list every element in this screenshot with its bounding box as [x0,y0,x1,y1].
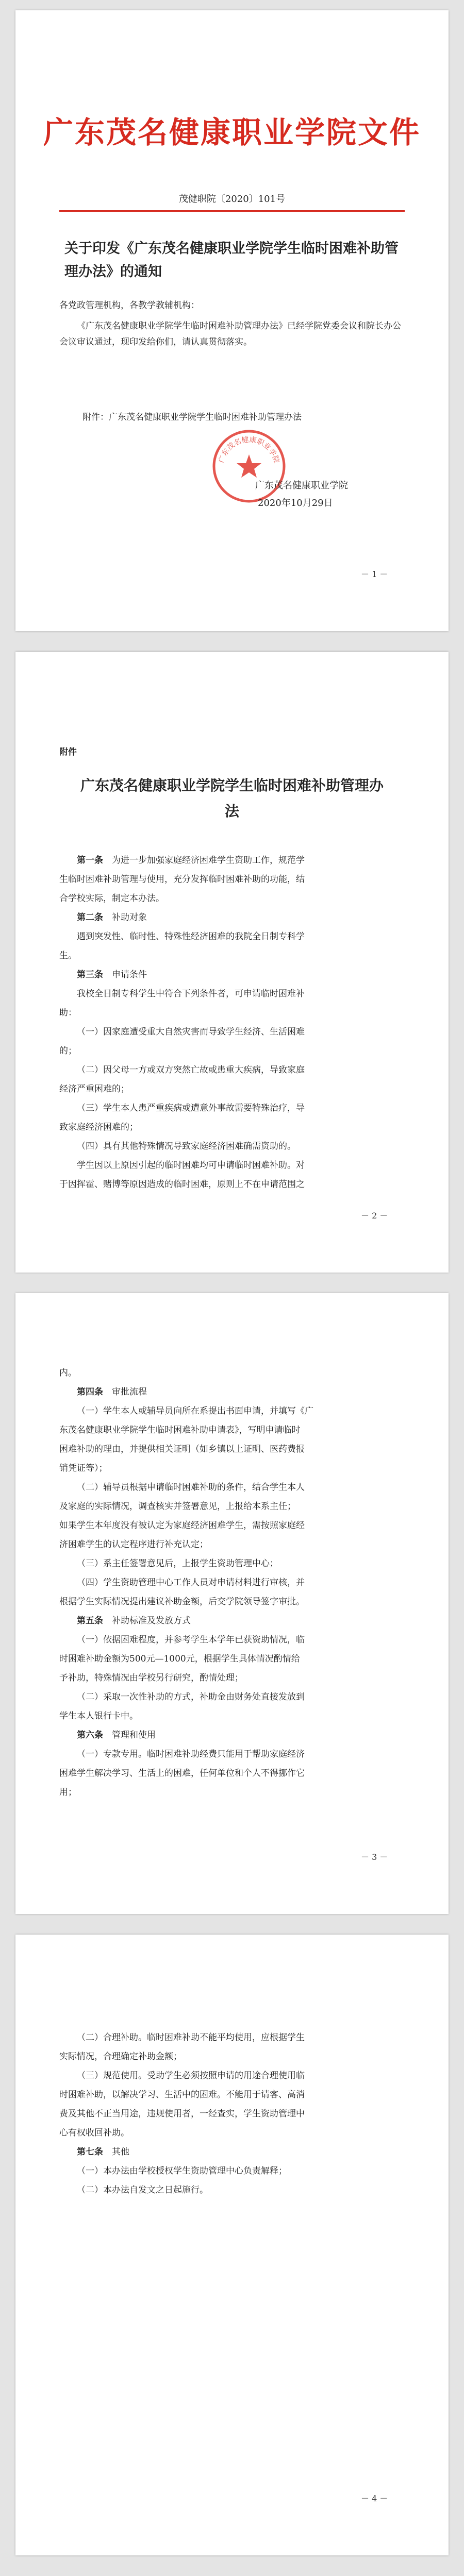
text-content: 济困难学生的认定程序进行补充认定； [59,1539,208,1550]
text-content: 困难补助的理由，并提供相关证明（如乡镇以上证明、医药费报 [59,1444,305,1454]
text-line [59,1403,405,1419]
text-line [59,2144,405,2160]
page-number: － 4 － [361,2494,388,2503]
text-line [59,1594,405,1610]
text-content: 时困难补助，以解决学习、生活中的困难。不能用于请客、高消 [59,2090,305,2100]
regulation-title: 广东茂名健康职业学院学生临时困难补助管理办法 [80,777,384,820]
text-line [59,1632,405,1648]
document-number: 茂健职院〔2020〕101号 [178,194,286,205]
text-line [59,1747,405,1762]
text-line [59,1518,405,1534]
text-line [59,1689,405,1705]
article-heading: 第四条 [77,1387,103,1397]
text-content: 于因挥霍、赌博等原因造成的临时困难，原则上不在申请范围之 [59,1179,305,1190]
text-line [59,1461,405,1477]
attachment-line: 附件：广东茂名健康职业学院学生临时困难补助管理办法 [82,412,302,422]
article-heading: 第六条 [77,1730,103,1740]
article-heading: 第一条 [77,855,103,866]
text-content: 时困难补助金额为500元—1000元，根据学生具体情况酌情给 [59,1654,300,1664]
text-content: 申请条件 [112,970,147,980]
page-2 [15,652,449,1273]
text-line [59,1081,405,1097]
masthead-title: 广东茂名健康职业学院文件 [43,115,421,150]
text-content: （一）本办法由学校授权学生资助管理中心负责解释； [77,2166,287,2176]
text-line [59,891,405,907]
text-content: 其他 [112,2147,129,2157]
text-content: 致家庭经济困难的； [59,1122,138,1132]
text-content: 经济严重困难的； [59,1084,129,1094]
text-content: 的； [59,1046,77,1056]
text-content: 心有权收回补助。 [59,2128,129,2138]
red-divider [59,210,405,212]
text-content: 如果学生本年度没有被认定为家庭经济困难学生，需按照家庭经 [59,1520,305,1531]
text-line [59,1766,405,1782]
text-line [59,853,405,869]
notice-body: 《广东茂名健康职业学院学生临时困难补助管理办法》已经学院党委会议和院长办公会议审议通过，现印发给你们，请认真贯彻落实。 [59,321,401,347]
seal-text: 广东茂名健康职业学院 [217,435,281,464]
text-line [59,967,405,983]
text-content: （三）规范使用。受助学生必须按照申请的用途合理使用临 [77,2071,305,2081]
text-content: （二）辅导员根据申请临时困难补助的条件，结合学生本人 [77,1482,305,1493]
text-content: （三）学生本人患严重疾病或遭意外事故需要特殊治疗，导 [77,1103,305,1113]
page-1 [15,10,449,631]
text-content: 遇到突发性、临时性、特殊性经济困难的我院全日制专科学 [77,931,305,942]
article-heading: 第三条 [77,970,103,980]
text-content: 销凭证等）； [59,1463,108,1473]
text-line [59,948,405,964]
official-seal-icon [210,428,288,505]
text-content: 予补助，特殊情况由学校另行研究，酌情处理； [59,1673,243,1683]
text-content: 实际情况，合理确定补助金额； [59,2052,182,2062]
text-line [59,1384,405,1400]
text-line [59,1158,405,1174]
text-line [59,1480,405,1496]
text-line [59,1062,405,1078]
text-content: 补助标准及发放方式 [112,1616,191,1626]
text-content: 用； [59,1787,77,1798]
page-number: － 2 － [361,1211,388,1221]
text-content: 及家庭的实际情况，调查核实并签署意见，上报给本系主任； [59,1501,296,1512]
text-content: （一）依据困难程度，并参考学生本学年已获资助情况，临 [77,1635,305,1645]
sign-organization: 广东茂名健康职业学院 [255,480,348,491]
text-content: 合学校实际，制定本办法。 [59,893,164,904]
text-line [59,929,405,945]
text-content: （二）采取一次性补助的方式，补助金由财务处直接发放到 [77,1692,305,1702]
text-content: 助： [59,1008,77,1018]
text-line [59,2068,405,2084]
page-number: － 1 － [361,569,388,579]
text-content: 学生本人银行卡中。 [59,1711,138,1721]
text-line [59,2182,405,2198]
text-line [59,1442,405,1458]
text-line [59,1575,405,1591]
article-heading: 第五条 [77,1616,103,1626]
text-line [59,1043,405,1059]
text-line [59,1651,405,1667]
text-content: 东茂名健康职业学院学生临时困难补助申请表》，写明申请临时 [59,1425,301,1435]
text-line [59,1005,405,1021]
text-line [59,1177,405,1193]
text-content: 根据学生实际情况提出建议补助金额，后交学院领导签字审批。 [59,1597,305,1607]
text-line [59,1024,405,1040]
text-content: （四）学生资助管理中心工作人员对申请材料进行审核，并 [77,1578,305,1588]
text-content: 审批流程 [112,1387,147,1397]
text-line [59,1365,405,1381]
text-content: 生临时困难补助管理与使用，充分发挥临时困难补助的功能，结 [59,874,305,885]
text-content: 费及其他不正当用途，违规使用者，一经查实，学生资助管理中 [59,2109,305,2119]
text-content: 困难学生解决学习、生活上的困难，任何单位和个人不得挪作它 [59,1768,305,1778]
text-content: 生。 [59,951,77,961]
text-line [59,1727,405,1743]
text-line [59,1100,405,1116]
text-content: （一）因家庭遭受重大自然灾害而导致学生经济、生活困难 [77,1027,305,1037]
text-line [59,1120,405,1136]
page-number: － 3 － [361,1852,388,1862]
text-line [59,1139,405,1155]
text-line [59,1499,405,1515]
text-content: （一）学生本人或辅导员向所在系提出书面申请，并填写《广 [77,1406,313,1416]
text-content: （一）专款专用。临时困难补助经费只能用于帮助家庭经济 [77,1749,305,1759]
text-content: （四）具有其他特殊情况导致家庭经济困难确需资助的。 [77,1141,296,1151]
text-line [59,2106,405,2122]
text-content: 学生因以上原因引起的临时困难均可申请临时困难补助。对 [77,1160,305,1171]
text-content: （二）合理补助。临时困难补助不能平均使用，应根据学生 [77,2032,305,2043]
text-line [59,2163,405,2179]
text-line [59,872,405,888]
text-content: （三）系主任签署意见后，上报学生资助管理中心； [77,1558,278,1569]
text-line [59,2125,405,2141]
text-line [59,1670,405,1686]
text-content: 我校全日制专科学生中符合下列条件者，可申请临时困难补 [77,989,305,999]
text-line [59,1556,405,1572]
text-content: 内。 [59,1368,77,1378]
text-line [59,1708,405,1724]
text-line [59,1422,405,1438]
article-heading: 第二条 [77,912,103,923]
salutation: 各党政管理机构，各教学教辅机构： [59,300,200,311]
text-line [59,1537,405,1553]
text-content: 管理和使用 [112,1730,156,1740]
text-line [59,2087,405,2103]
text-content: 补助对象 [112,912,147,923]
text-line [59,1785,405,1801]
text-line [59,986,405,1002]
text-line [59,2049,405,2065]
attachment-label: 附件 [59,747,77,757]
text-line [59,1613,405,1629]
article-heading: 第七条 [77,2147,103,2157]
text-content: （二）因父母一方或双方突然亡故或患重大疾病，导致家庭 [77,1065,305,1075]
text-line [59,2030,405,2046]
page-3 [15,1293,449,1914]
text-content: 为进一步加强家庭经济困难学生资助工作，规范学 [112,855,305,866]
page-4 [15,1935,449,2555]
text-content: （二）本办法自发文之日起施行。 [77,2185,208,2195]
text-line [59,910,405,926]
sign-date: 2020年10月29日 [258,498,333,509]
notice-title: 关于印发《广东茂名健康职业学院学生临时困难补助管理办法》的通知 [64,241,399,280]
